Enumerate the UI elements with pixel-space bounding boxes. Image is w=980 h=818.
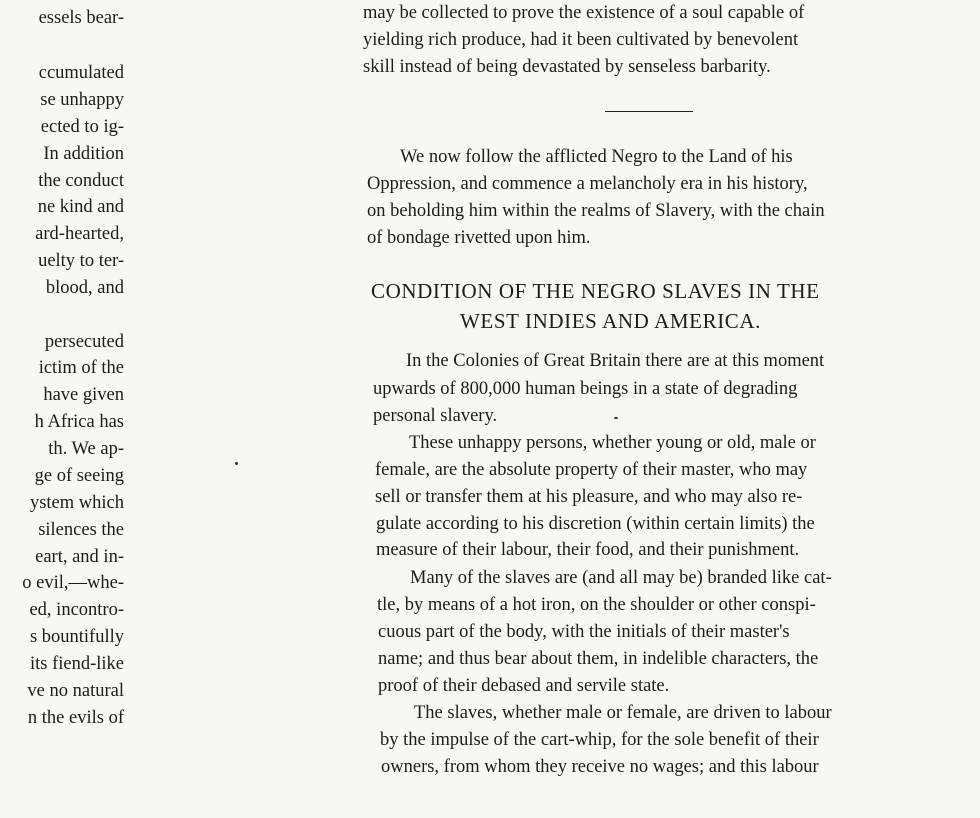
left-line: silences the [38,520,124,540]
left-line: ve no natural [27,681,124,701]
paragraph-line: personal slavery. [373,406,498,426]
left-line: ard-hearted, [35,224,124,244]
left-line: uelty to ter- [38,251,124,271]
paragraph-line: gulate according to his discretion (within certain limits) the [376,514,815,534]
left-line: n the evils of [27,708,124,728]
left-line: ected to ig- [40,117,124,137]
paragraph-line: sell or transfer them at his pleasure, and who may also re- [375,487,803,507]
paragraph-line: name; and thus bear about them, in indelible characters, the [378,649,819,669]
left-line: s bountifully [29,627,124,647]
paragraph-line: In the Colonies of Great Britain there are at this moment [406,351,825,371]
paragraph-line: owners, from whom they receive no wages; and this labour [381,757,819,777]
left-line: o evil,—whe- [22,573,124,593]
transition-line: Oppression, and commence a melancholy era in his history, [367,174,808,194]
left-line: its fiend-like [29,654,124,674]
paragraph-line: upwards of 800,000 human beings in a state of degrading [373,379,798,399]
section-heading: WEST INDIES AND AMERICA. [460,309,762,333]
paragraph-line: The slaves, whether male or female, are driven to labour [414,703,832,723]
left-line: have given [43,385,124,405]
left-line: ed, incontro- [29,600,124,620]
intro-line: yielding rich produce, had it been cultivated by benevolent [363,30,799,50]
left-line: se unhappy [40,90,124,110]
paragraph-line: female, are the absolute property of their master, who may [375,460,808,480]
transition-line: We now follow the afflicted Negro to the Land of his [400,147,793,167]
paragraph-line: measure of their labour, their food, and their punishment. [376,540,800,560]
left-line: the conduct [38,171,124,191]
paragraph-line: tle, by means of a hot iron, on the shoulder or other conspi- [377,595,816,615]
left-line: ge of seeing [34,466,124,486]
intro-line: skill instead of being devastated by senseless barbarity. [363,57,771,77]
left-line: ccumulated [38,63,124,83]
paragraph-line: These unhappy persons, whether young or old, male or [409,433,816,453]
paragraph-line: Many of the slaves are (and all may be) branded like cat- [410,568,832,588]
transition-line: of bondage rivetted upon him. [367,228,591,248]
left-line: ystem which [29,493,124,513]
intro-line: may be collected to prove the existence of a soul capable of [363,3,805,23]
left-line: eart, and in- [35,547,124,567]
section-divider [605,111,693,112]
left-line: ne kind and [37,197,124,217]
left-line: In addition [43,144,124,164]
paragraph-line: cuous part of the body, with the initials of their master's [378,622,790,642]
section-heading: CONDITION OF THE NEGRO SLAVES IN THE [371,279,820,303]
left-line: essels bear- [38,8,124,28]
paragraph-line: by the impulse of the cart-whip, for the sole benefit of their [380,730,819,750]
left-line: persecuted [44,332,124,352]
paragraph-line: proof of their debased and servile state. [378,676,670,696]
left-line: h Africa has [34,412,124,432]
left-line: blood, and [45,278,124,298]
left-line: th. We ap- [48,439,124,459]
transition-line: on beholding him within the realms of Slavery, with the chain [367,201,825,221]
left-line: ictim of the [38,358,124,378]
